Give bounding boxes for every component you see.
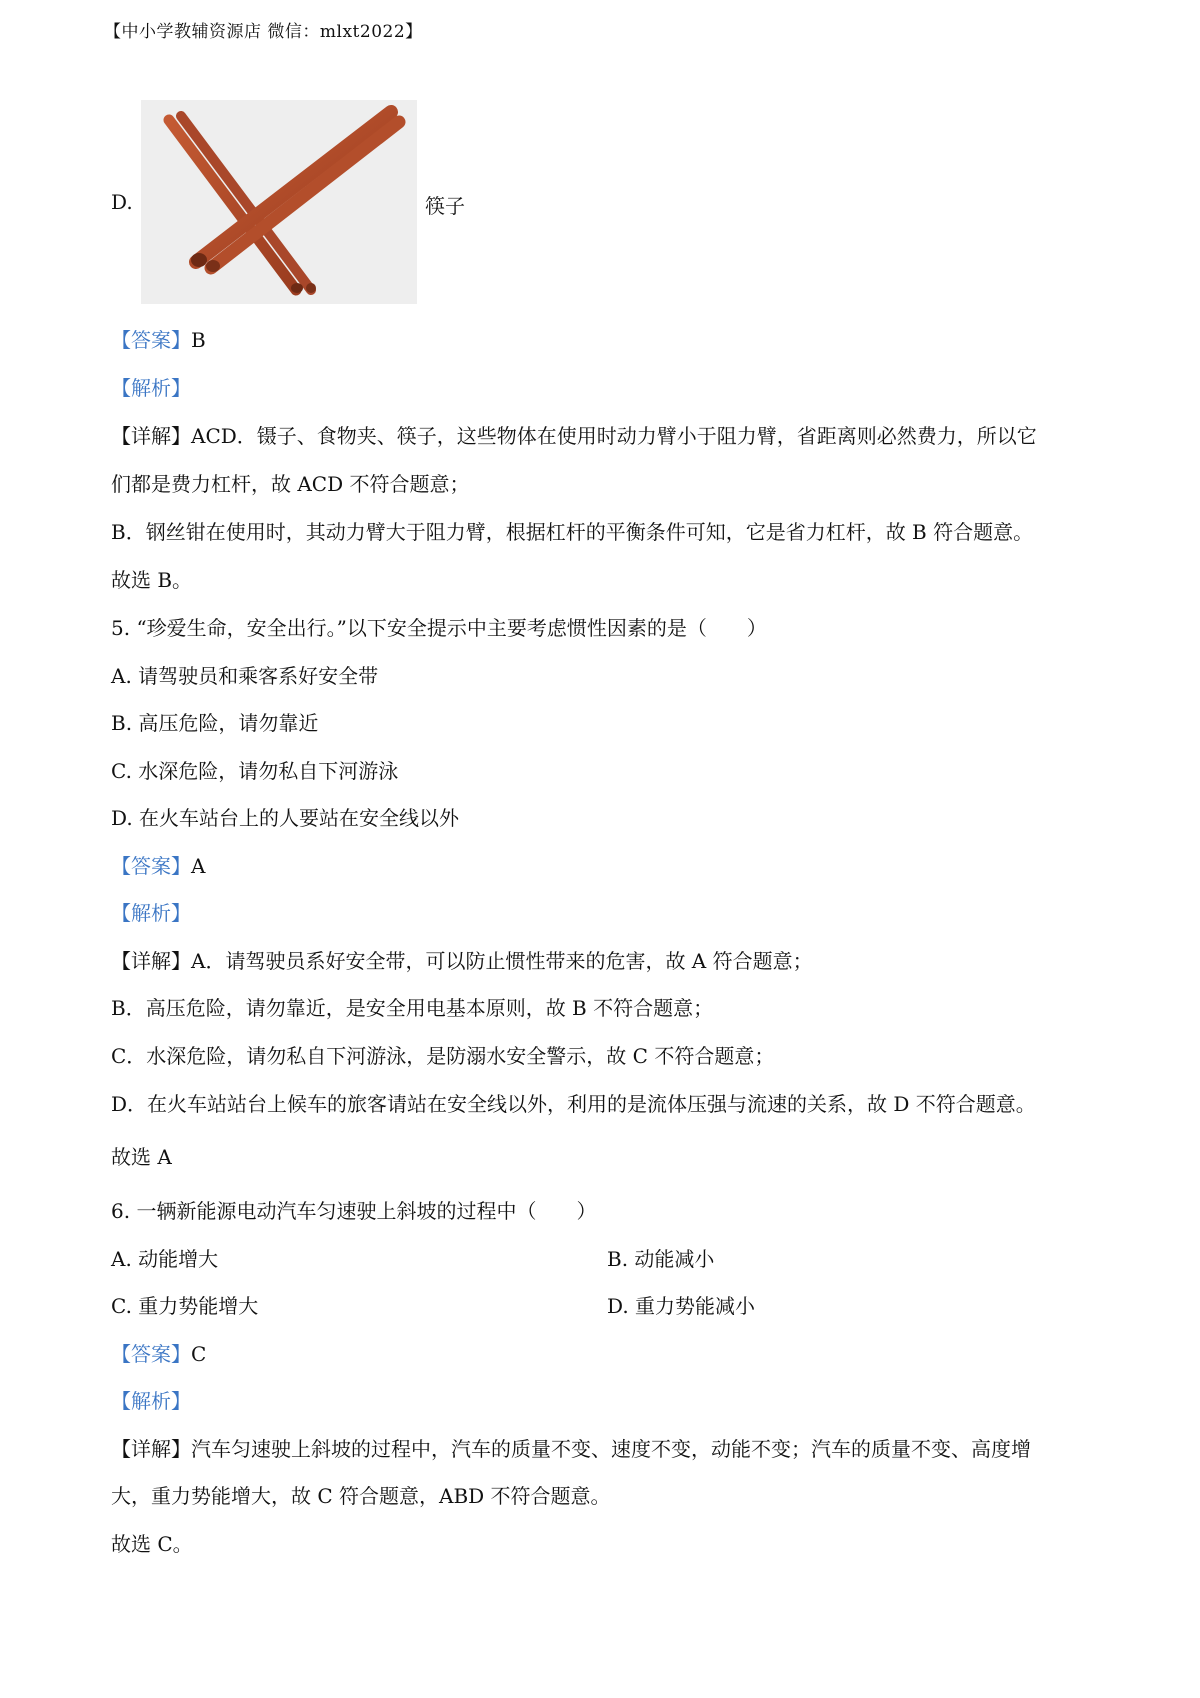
q6-stem: 6. 一辆新能源电动汽车匀速驶上斜坡的过程中（ ） bbox=[111, 1199, 597, 1223]
q6-option-d: D. 重力势能减小 bbox=[607, 1294, 756, 1318]
q4-detail-line-1 bbox=[111, 420, 1037, 449]
q6-conclusion: 故选 C。 bbox=[111, 1532, 193, 1556]
q4-conclusion: 故选 B。 bbox=[111, 568, 193, 592]
q6-analysis-tag: 【解析】 bbox=[111, 1389, 191, 1413]
detail-tag: 【详解】 bbox=[111, 1437, 191, 1461]
q5-detail-b: B．高压危险，请勿靠近，是安全用电基本原则，故 B 不符合题意； bbox=[111, 996, 714, 1020]
option-caption: 筷子 bbox=[425, 194, 465, 218]
q6-option-a: A. 动能增大 bbox=[111, 1247, 219, 1271]
q4-answer-row bbox=[111, 324, 206, 353]
q6-option-c: C. 重力势能增大 bbox=[111, 1294, 259, 1318]
q6-answer-row bbox=[111, 1338, 206, 1367]
q4-detail-line-2: 们都是费力杠杆，故 ACD 不符合题意； bbox=[111, 472, 470, 496]
q5-detail-d: D．在火车站站台上候车的旅客请站在安全线以外，利用的是流体压强与流速的关系，故 D 不符合题意。 bbox=[111, 1092, 1036, 1116]
q5-analysis-tag: 【解析】 bbox=[111, 901, 191, 925]
q5-option-a: A. 请驾驶员和乘客系好安全带 bbox=[111, 664, 379, 688]
q6-option-b: B. 动能减小 bbox=[607, 1247, 715, 1271]
q6-detail-line-1 bbox=[111, 1433, 1031, 1462]
answer-value: C bbox=[191, 1342, 207, 1366]
detail-tag: 【详解】 bbox=[111, 424, 191, 448]
detail-text: 汽车匀速驶上斜坡的过程中，汽车的质量不变、速度不变，动能不变；汽车的质量不变、高度增 bbox=[191, 1437, 1031, 1461]
q5-stem: 5. “珍爱生命，安全出行。”以下安全提示中主要考虑惯性因素的是（ ） bbox=[111, 616, 767, 640]
q4-option-d bbox=[111, 100, 711, 304]
answer-tag: 【答案】 bbox=[111, 1342, 191, 1366]
option-letter: D. bbox=[111, 190, 133, 214]
answer-value: B bbox=[191, 328, 206, 352]
q5-detail-a bbox=[111, 945, 813, 974]
q4-detail-line-3: B．钢丝钳在使用时，其动力臂大于阻力臂，根据杠杆的平衡条件可知，它是省力杠杆，故 B 符合题意。 bbox=[111, 520, 1034, 544]
answer-value: A bbox=[191, 854, 206, 878]
detail-text: ACD．镊子、食物夹、筷子，这些物体在使用时动力臂小于阻力臂，省距离则必然费力，所以它 bbox=[191, 424, 1037, 448]
source-header: 【中小学教辅资源店 微信：mlxt2022】 bbox=[104, 22, 423, 42]
detail-tag: 【详解】 bbox=[111, 949, 191, 973]
answer-tag: 【答案】 bbox=[111, 854, 191, 878]
detail-text: A．请驾驶员系好安全带，可以防止惯性带来的危害，故 A 符合题意； bbox=[191, 949, 813, 973]
q4-analysis-tag: 【解析】 bbox=[111, 376, 191, 400]
q5-answer-row bbox=[111, 850, 205, 879]
q5-conclusion: 故选 A bbox=[111, 1145, 172, 1169]
q5-detail-c: C．水深危险，请勿私自下河游泳，是防溺水安全警示，故 C 不符合题意； bbox=[111, 1044, 775, 1068]
q6-detail-line-2: 大，重力势能增大，故 C 符合题意，ABD 不符合题意。 bbox=[111, 1484, 611, 1508]
q5-option-d: D. 在火车站台上的人要站在安全线以外 bbox=[111, 806, 460, 830]
q5-option-c: C. 水深危险，请勿私自下河游泳 bbox=[111, 759, 399, 783]
q5-option-b: B. 高压危险，请勿靠近 bbox=[111, 711, 319, 735]
chopsticks-image bbox=[141, 100, 417, 304]
answer-tag: 【答案】 bbox=[111, 328, 191, 352]
